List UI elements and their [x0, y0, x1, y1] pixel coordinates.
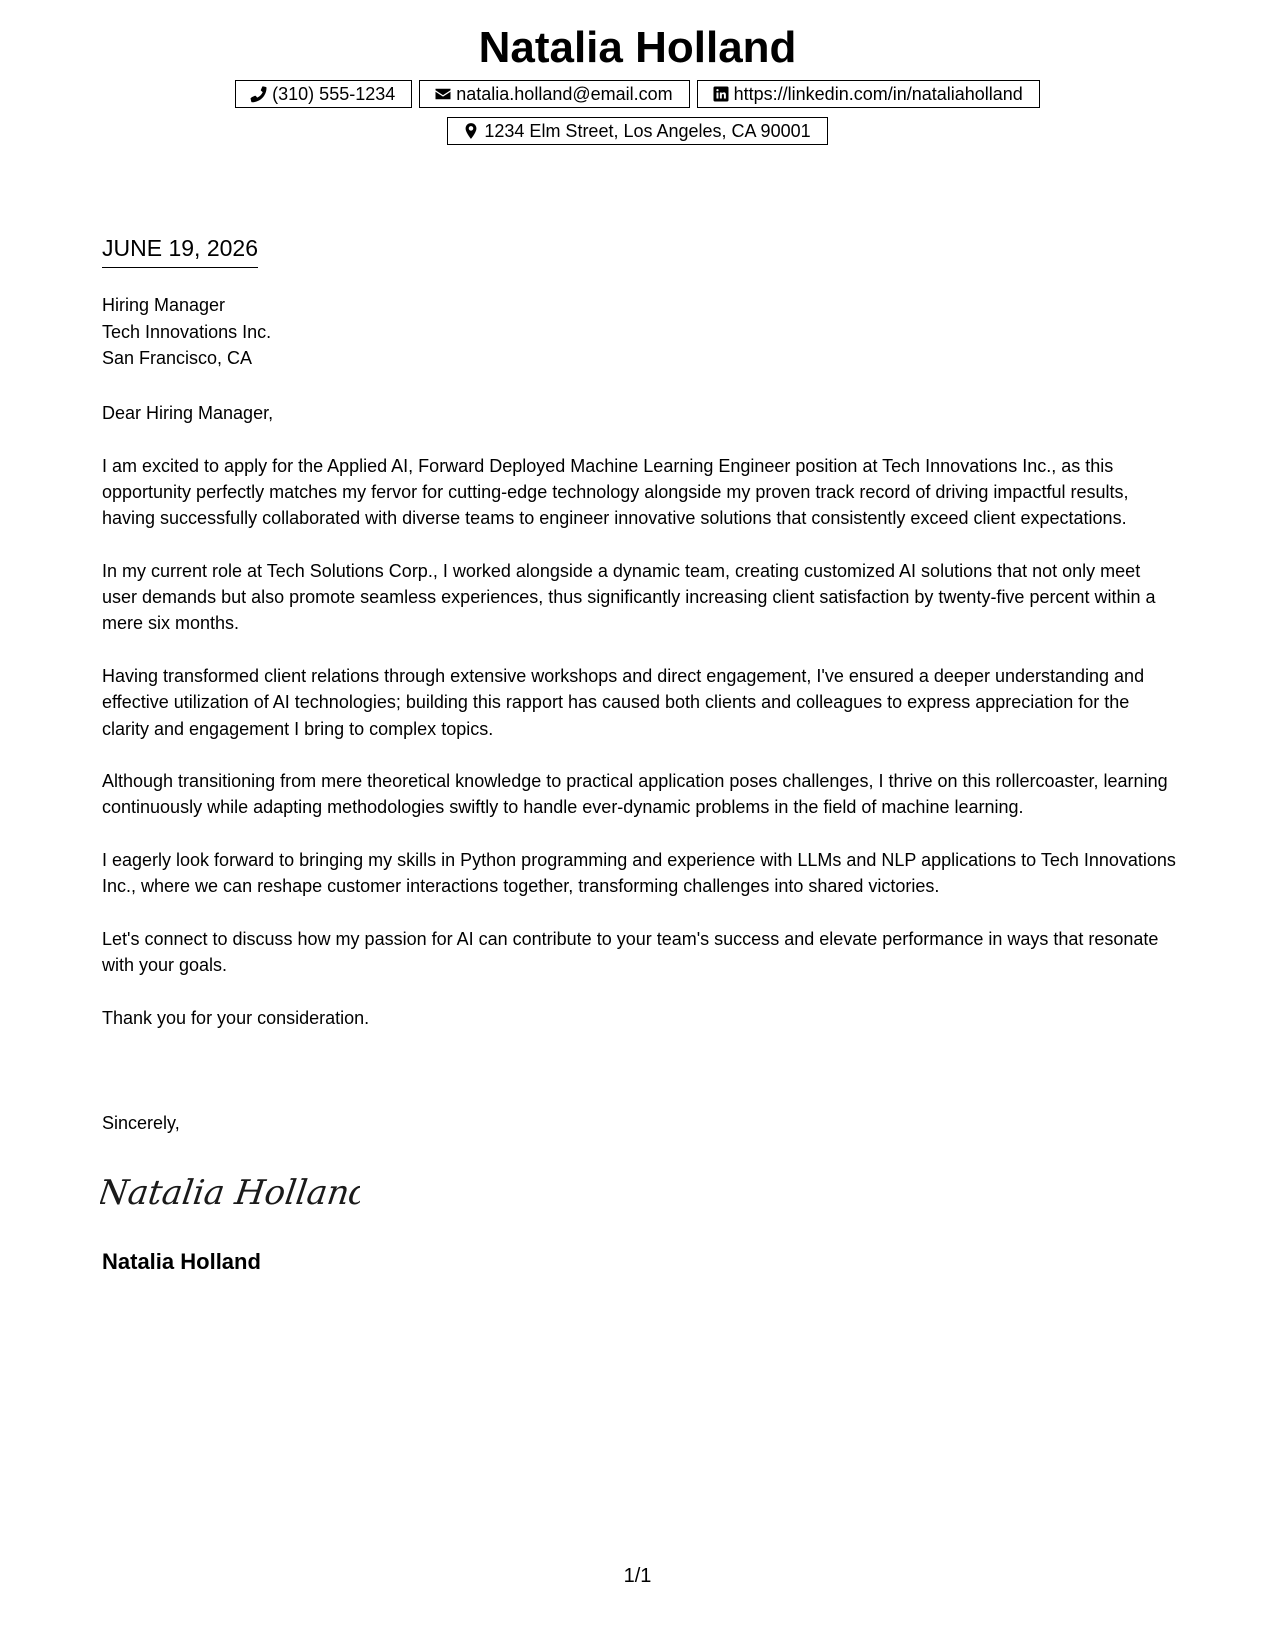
email-text: natalia.holland@email.com — [456, 83, 673, 104]
envelope-icon — [434, 85, 452, 103]
body-paragraph: I eagerly look forward to bringing my skills in Python programming and experience with LLMs and NLP applications to Tech Innovations Inc., where we can reshape customer interactions together, transforming challenges into shared victories. — [102, 850, 1176, 897]
handwritten-signature — [100, 1168, 360, 1221]
recipient-title: Hiring Manager — [102, 295, 226, 315]
recipient-block — [102, 292, 271, 372]
applicant-name-heading: Natalia Holland — [478, 23, 797, 72]
recipient-company: Tech Innovations Inc. — [102, 321, 272, 342]
salutation: Dear Hiring Manager, — [102, 403, 274, 423]
body-paragraph: Let's connect to discuss how my passion for AI can contribute to your team's success and elevate performance in ways that resonate with your goals. — [102, 928, 1159, 976]
svg-text:Natalia Holland: Natalia Holland — [100, 1173, 360, 1213]
address-text: 1234 Elm Street, Los Angeles, CA 90001 — [484, 120, 811, 141]
body-paragraph: In my current role at Tech Solutions Corp., I worked alongside a dynamic team, creating customized AI solutions that not only meet user demands but also promote seamless experiences, thus significantly increasing client satisfaction by twenty-five percent within a mere six months. — [102, 560, 1156, 634]
phone-text: (310) 555-1234 — [272, 83, 396, 104]
body-paragraph: I am excited to apply for the Applied AI, Forward Deployed Machine Learning Engineer position at Tech Innovations Inc., as this opportunity perfectly matches my fervor for cutting-edge technology alongside my proven track record of driving impactful results, having successfully collaborated with diverse teams to engineer innovative solutions that consistently exceed client expectations. — [102, 455, 1129, 529]
body-paragraph: Having transformed client relations through extensive workshops and direct engagement, I've ensured a deeper understanding and effective utilization of AI technologies; building this rapport has caused both clients and colleagues to express appreciation for the clarity and engagement I bring to complex topics. — [102, 665, 1145, 739]
contact-row-secondary — [0, 117, 1275, 145]
closing-line: Sincerely, — [102, 1113, 180, 1133]
page-number: 1/1 — [623, 1565, 652, 1587]
body-paragraph: Although transitioning from mere theoretical knowledge to practical application poses challenges, I thrive on this rollercoaster, learning continuously while adapting methodologies swiftly to handle ever-dynamic problems in the field of machine learning. — [102, 771, 1168, 818]
phone-chip[interactable] — [235, 80, 412, 108]
phone-icon — [250, 85, 268, 103]
letter-body — [102, 400, 1177, 1057]
address-chip[interactable] — [447, 117, 827, 145]
letter-date: JUNE 19, 2026 — [102, 233, 258, 268]
recipient-location: San Francisco, CA — [102, 348, 253, 368]
linkedin-icon — [712, 85, 730, 103]
linkedin-text: https://linkedin.com/in/nataliaholland — [733, 83, 1023, 104]
contact-row-primary — [0, 80, 1275, 108]
map-pin-icon — [462, 122, 480, 140]
linkedin-chip[interactable] — [697, 80, 1040, 108]
signer-name: Natalia Holland — [102, 1249, 261, 1274]
thank-you-line: Thank you for your consideration. — [102, 1007, 370, 1028]
email-chip[interactable] — [419, 80, 689, 108]
